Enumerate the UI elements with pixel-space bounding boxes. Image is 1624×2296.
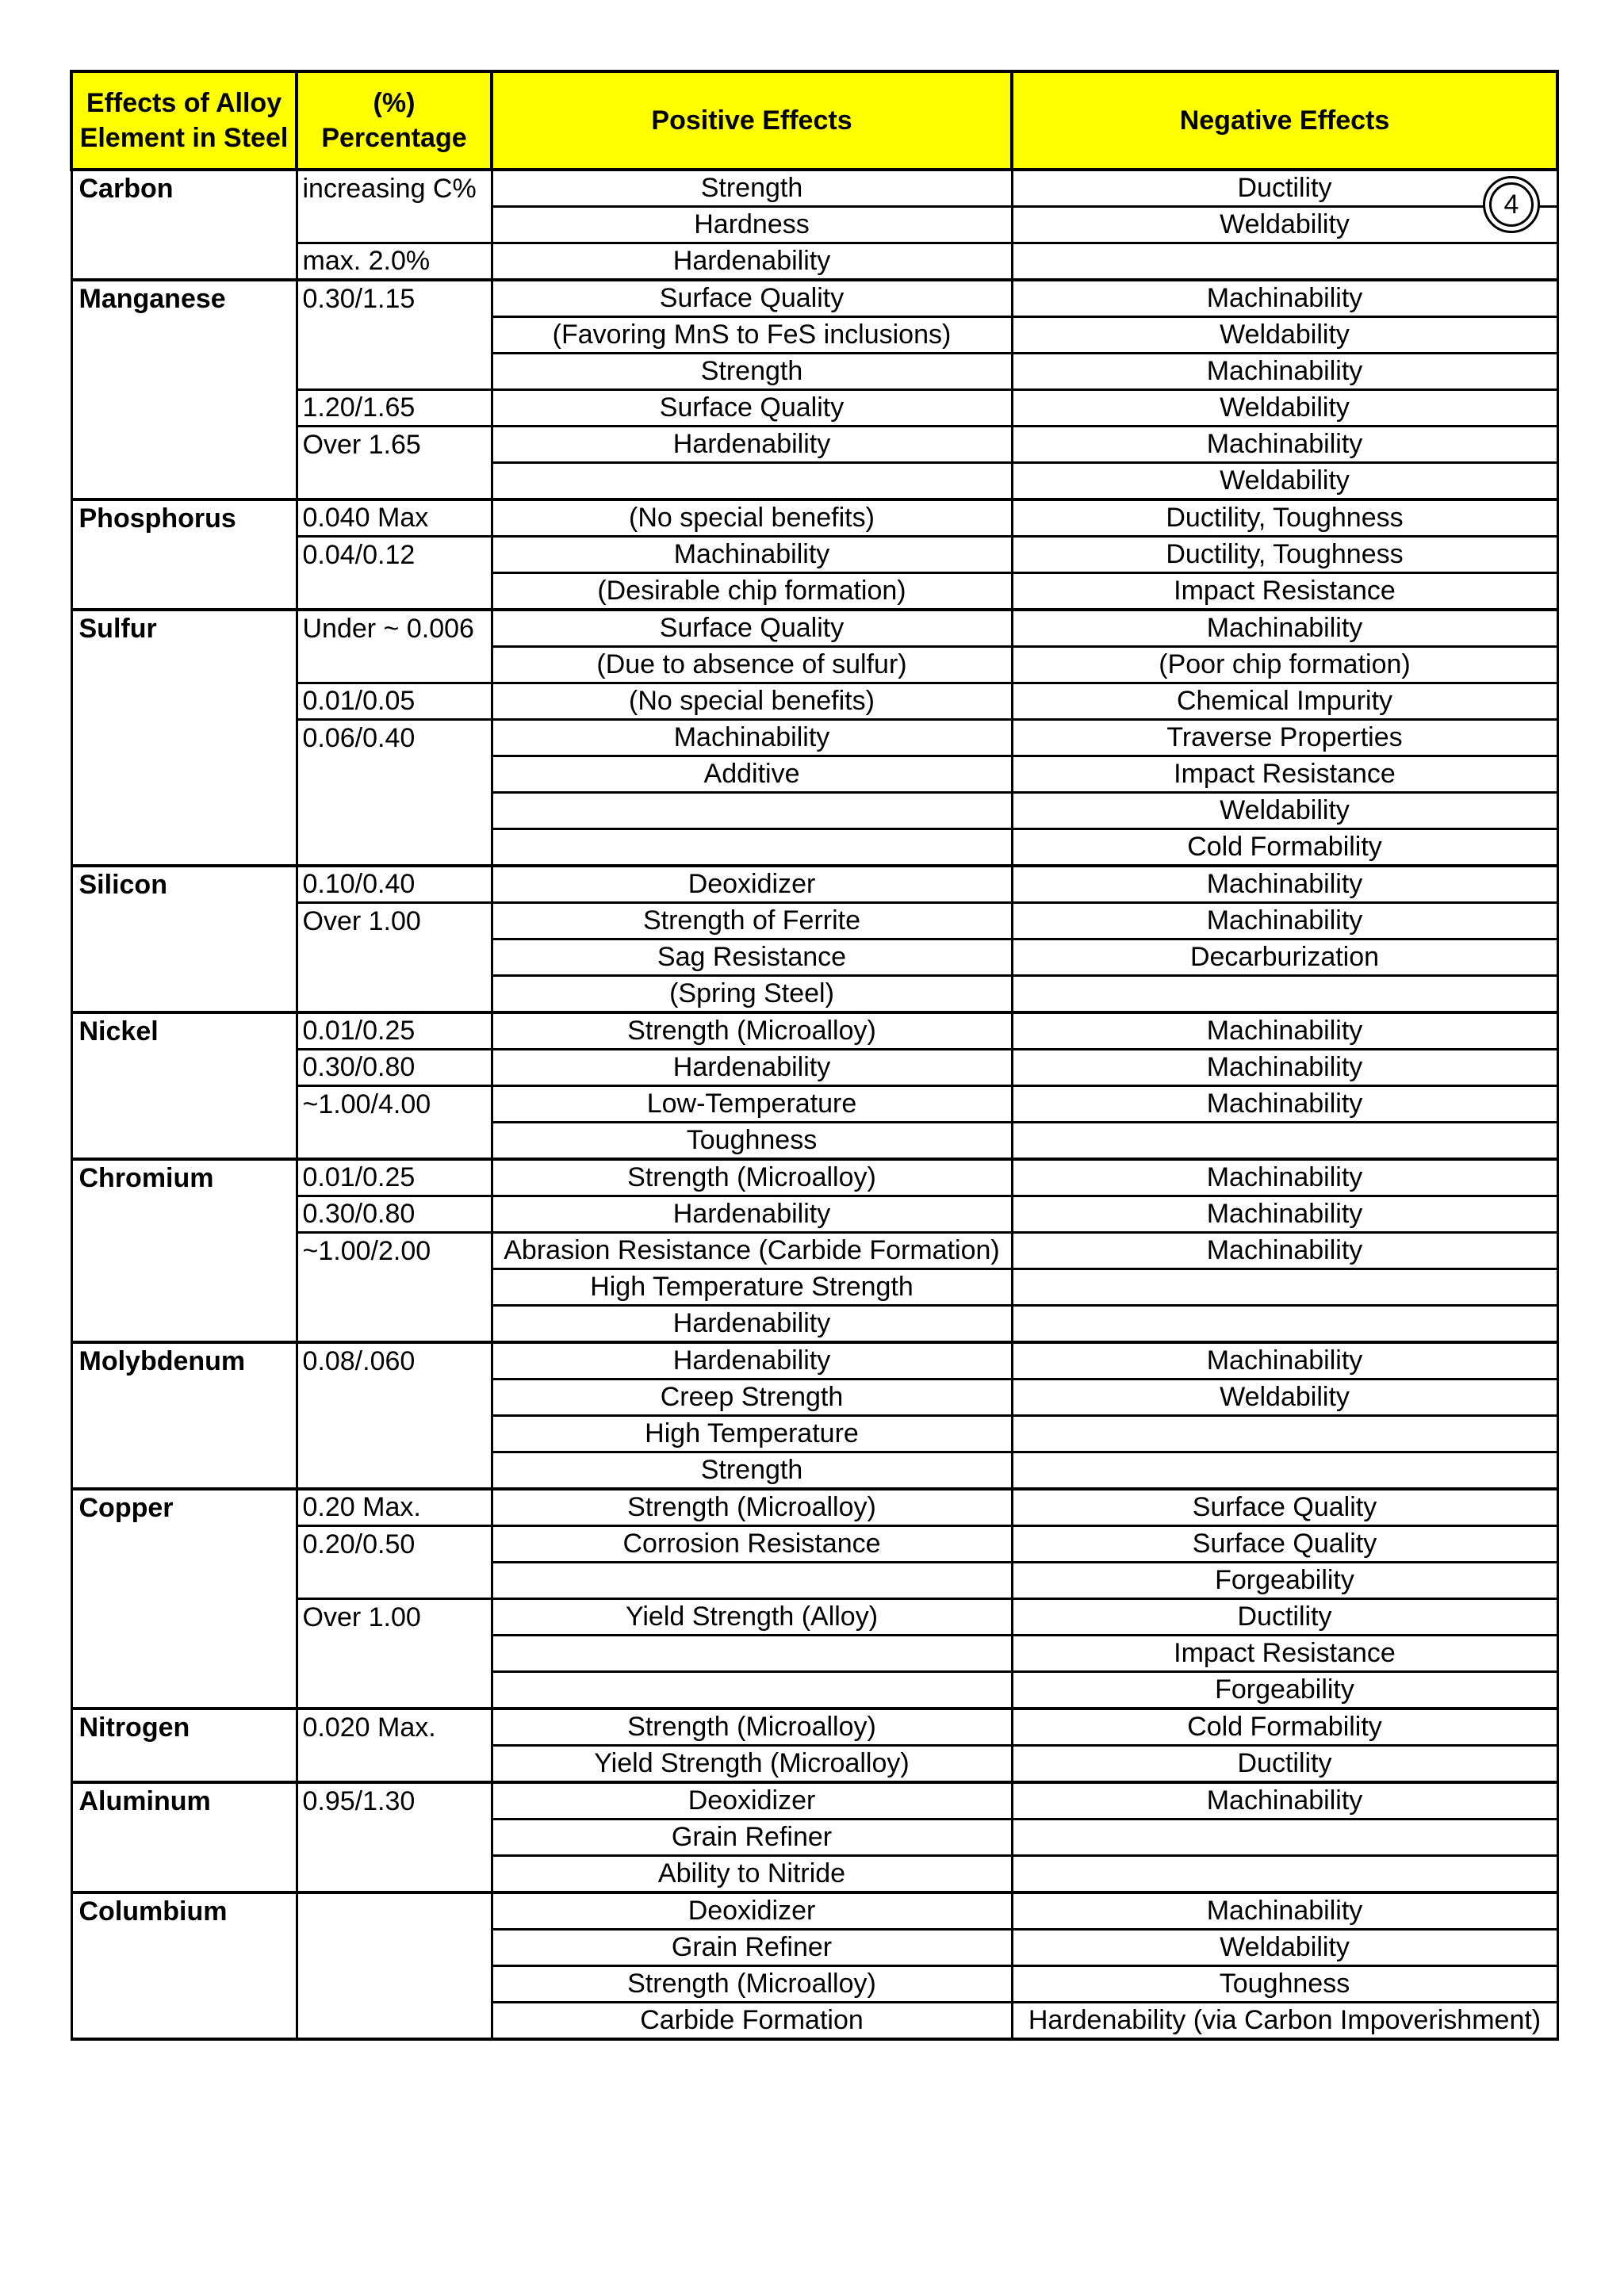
positive-effect-cell: Hardness [492, 207, 1012, 243]
table-row [71, 1050, 1557, 1086]
element-name-cell: Manganese [71, 280, 297, 317]
percentage-cell: 1.20/1.65 [297, 390, 492, 427]
positive-effect-cell: (No special benefits) [492, 499, 1012, 537]
element-name-cell [71, 1526, 297, 1563]
table-row [71, 499, 1557, 537]
negative-effect-cell: Weldability [1012, 317, 1557, 354]
positive-effect-cell: (No special benefits) [492, 683, 1012, 720]
table-row [71, 207, 1557, 243]
negative-effect-cell: Machinability [1012, 1782, 1557, 1820]
table-row [71, 1892, 1557, 1930]
positive-effect-cell [492, 793, 1012, 829]
element-name-cell [71, 903, 297, 939]
table-row [71, 1416, 1557, 1452]
table-row [71, 354, 1557, 390]
negative-effect-cell: Machinability [1012, 1050, 1557, 1086]
negative-effect-cell: Impact Resistance [1012, 1636, 1557, 1672]
percentage-cell [297, 1820, 492, 1856]
element-name-cell [71, 1672, 297, 1709]
table-row [71, 427, 1557, 463]
table-row [71, 939, 1557, 976]
negative-effect-cell: Machinability [1012, 1159, 1557, 1196]
negative-effect-cell: Weldability [1012, 390, 1557, 427]
negative-effect-cell: Surface Quality [1012, 1489, 1557, 1526]
negative-effect-cell: Machinability [1012, 866, 1557, 903]
element-name-cell [71, 243, 297, 281]
percentage-cell: 0.040 Max [297, 499, 492, 537]
element-name-cell [71, 1930, 297, 1966]
negative-effect-cell: Ductility [1012, 170, 1557, 207]
negative-effect-cell: Weldability [1012, 1930, 1557, 1966]
percentage-cell: 0.01/0.05 [297, 683, 492, 720]
table-row [71, 1489, 1557, 1526]
header-positive-effects: Positive Effects [492, 71, 1012, 170]
positive-effect-cell: Yield Strength (Microalloy) [492, 1746, 1012, 1783]
table-row [71, 829, 1557, 867]
positive-effect-cell: Machinability [492, 537, 1012, 573]
positive-effect-cell [492, 1636, 1012, 1672]
negative-effect-cell [1012, 1269, 1557, 1306]
positive-effect-cell [492, 1672, 1012, 1709]
element-name-cell [71, 976, 297, 1013]
table-row [71, 647, 1557, 683]
element-name-cell: Aluminum [71, 1782, 297, 1820]
table-row [71, 573, 1557, 610]
table-row [71, 1856, 1557, 1893]
percentage-cell: ~1.00/4.00 [297, 1086, 492, 1123]
percentage-cell [297, 1930, 492, 1966]
positive-effect-cell: Grain Refiner [492, 1930, 1012, 1966]
table-row [71, 1306, 1557, 1343]
negative-effect-cell: Chemical Impurity [1012, 683, 1557, 720]
element-name-cell [71, 1746, 297, 1783]
positive-effect-cell: High Temperature [492, 1416, 1012, 1452]
percentage-cell: 0.08/.060 [297, 1342, 492, 1380]
percentage-cell [297, 1746, 492, 1783]
element-name-cell: Molybdenum [71, 1342, 297, 1380]
positive-effect-cell [492, 463, 1012, 500]
negative-effect-cell: Machinability [1012, 1196, 1557, 1233]
element-name-cell [71, 1416, 297, 1452]
element-name-cell [71, 1233, 297, 1269]
percentage-cell: 0.04/0.12 [297, 537, 492, 573]
positive-effect-cell: Carbide Formation [492, 2003, 1012, 2040]
element-name-cell [71, 1599, 297, 1636]
element-name-cell [71, 1380, 297, 1416]
percentage-cell: Under ~ 0.006 [297, 610, 492, 647]
negative-effect-cell: Decarburization [1012, 939, 1557, 976]
percentage-cell [297, 463, 492, 500]
percentage-cell [297, 1452, 492, 1490]
negative-effect-cell [1012, 1416, 1557, 1452]
header-element: Effects of Alloy Element in Steel [71, 71, 297, 170]
negative-effect-cell [1012, 1856, 1557, 1893]
element-name-cell [71, 463, 297, 500]
negative-effect-cell: Ductility [1012, 1599, 1557, 1636]
element-name-cell [71, 1452, 297, 1490]
page-number: 4 [1489, 182, 1534, 227]
table-row [71, 756, 1557, 793]
element-name-cell [71, 390, 297, 427]
negative-effect-cell: Machinability [1012, 280, 1557, 317]
positive-effect-cell: Toughness [492, 1123, 1012, 1160]
negative-effect-cell: Impact Resistance [1012, 573, 1557, 610]
negative-effect-cell: Machinability [1012, 354, 1557, 390]
percentage-cell: 0.01/0.25 [297, 1159, 492, 1196]
positive-effect-cell: Strength [492, 354, 1012, 390]
positive-effect-cell: Machinability [492, 720, 1012, 756]
positive-effect-cell: Surface Quality [492, 610, 1012, 647]
table-row [71, 537, 1557, 573]
element-name-cell [71, 829, 297, 867]
negative-effect-cell: (Poor chip formation) [1012, 647, 1557, 683]
element-name-cell: Copper [71, 1489, 297, 1526]
negative-effect-cell: Surface Quality [1012, 1526, 1557, 1563]
positive-effect-cell: Deoxidizer [492, 1782, 1012, 1820]
negative-effect-cell [1012, 976, 1557, 1013]
element-name-cell: Chromium [71, 1159, 297, 1196]
table-row [71, 1452, 1557, 1490]
percentage-cell: 0.30/0.80 [297, 1196, 492, 1233]
table-row [71, 1820, 1557, 1856]
percentage-cell [297, 1892, 492, 1930]
element-name-cell [71, 573, 297, 610]
negative-effect-cell [1012, 1123, 1557, 1160]
element-name-cell: Phosphorus [71, 499, 297, 537]
percentage-cell: 0.10/0.40 [297, 866, 492, 903]
percentage-cell: Over 1.65 [297, 427, 492, 463]
element-name-cell [71, 1966, 297, 2003]
positive-effect-cell: Strength [492, 170, 1012, 207]
negative-effect-cell [1012, 1820, 1557, 1856]
negative-effect-cell: Ductility, Toughness [1012, 499, 1557, 537]
table-row [71, 1930, 1557, 1966]
table-row [71, 463, 1557, 500]
table-row [71, 866, 1557, 903]
negative-effect-cell: Forgeability [1012, 1563, 1557, 1599]
negative-effect-cell [1012, 1306, 1557, 1343]
negative-effect-cell: Machinability [1012, 1086, 1557, 1123]
element-name-cell [71, 537, 297, 573]
percentage-cell: 0.06/0.40 [297, 720, 492, 756]
percentage-cell: max. 2.0% [297, 243, 492, 281]
percentage-cell [297, 317, 492, 354]
element-name-cell [71, 1636, 297, 1672]
table-row [71, 1269, 1557, 1306]
percentage-cell [297, 756, 492, 793]
positive-effect-cell: (Due to absence of sulfur) [492, 647, 1012, 683]
element-name-cell [71, 683, 297, 720]
positive-effect-cell [492, 1563, 1012, 1599]
positive-effect-cell: (Desirable chip formation) [492, 573, 1012, 610]
positive-effect-cell: Strength [492, 1452, 1012, 1490]
negative-effect-cell: Weldability [1012, 463, 1557, 500]
percentage-cell: 0.30/0.80 [297, 1050, 492, 1086]
positive-effect-cell: Yield Strength (Alloy) [492, 1599, 1012, 1636]
table-row [71, 2003, 1557, 2040]
negative-effect-cell: Ductility [1012, 1746, 1557, 1783]
percentage-cell [297, 976, 492, 1013]
element-name-cell [71, 1563, 297, 1599]
table-row [71, 1599, 1557, 1636]
alloy-effects-table [70, 70, 1559, 2041]
positive-effect-cell: Creep Strength [492, 1380, 1012, 1416]
positive-effect-cell: Abrasion Resistance (Carbide Formation) [492, 1233, 1012, 1269]
table-row [71, 280, 1557, 317]
header-negative-effects: Negative Effects [1012, 71, 1557, 170]
table-row [71, 1012, 1557, 1050]
positive-effect-cell: Hardenability [492, 243, 1012, 281]
table-header [71, 71, 1557, 170]
percentage-cell [297, 1636, 492, 1672]
percentage-cell [297, 1416, 492, 1452]
table-row [71, 390, 1557, 427]
element-name-cell [71, 427, 297, 463]
negative-effect-cell: Machinability [1012, 1342, 1557, 1380]
positive-effect-cell: Deoxidizer [492, 1892, 1012, 1930]
negative-effect-cell: Weldability [1012, 1380, 1557, 1416]
positive-effect-cell: Low-Temperature [492, 1086, 1012, 1123]
negative-effect-cell [1012, 1452, 1557, 1490]
table-row [71, 1966, 1557, 2003]
percentage-cell: Over 1.00 [297, 1599, 492, 1636]
positive-effect-cell: Surface Quality [492, 280, 1012, 317]
positive-effect-cell: Hardenability [492, 1342, 1012, 1380]
percentage-cell [297, 1269, 492, 1306]
percentage-cell [297, 1672, 492, 1709]
table-row [71, 1636, 1557, 1672]
negative-effect-cell: Cold Formability [1012, 829, 1557, 867]
element-name-cell: Nitrogen [71, 1709, 297, 1746]
negative-effect-cell: Forgeability [1012, 1672, 1557, 1709]
percentage-cell: 0.95/1.30 [297, 1782, 492, 1820]
header-percentage: (%) Percentage [297, 71, 492, 170]
percentage-cell [297, 939, 492, 976]
positive-effect-cell: (Favoring MnS to FeS inclusions) [492, 317, 1012, 354]
negative-effect-cell [1012, 243, 1557, 281]
element-name-cell [71, 1086, 297, 1123]
page-number-badge [1483, 176, 1540, 233]
element-name-cell [71, 793, 297, 829]
percentage-cell [297, 1306, 492, 1343]
positive-effect-cell: Hardenability [492, 427, 1012, 463]
element-name-cell: Nickel [71, 1012, 297, 1050]
element-name-cell [71, 647, 297, 683]
table-row [71, 1380, 1557, 1416]
element-name-cell: Silicon [71, 866, 297, 903]
table-row [71, 1086, 1557, 1123]
percentage-cell [297, 1966, 492, 2003]
positive-effect-cell: Hardenability [492, 1306, 1012, 1343]
percentage-cell: Over 1.00 [297, 903, 492, 939]
percentage-cell [297, 829, 492, 867]
positive-effect-cell: Strength (Microalloy) [492, 1709, 1012, 1746]
element-name-cell [71, 1196, 297, 1233]
table-row [71, 1342, 1557, 1380]
positive-effect-cell: Strength (Microalloy) [492, 1489, 1012, 1526]
positive-effect-cell: Sag Resistance [492, 939, 1012, 976]
positive-effect-cell: Surface Quality [492, 390, 1012, 427]
percentage-cell: 0.30/1.15 [297, 280, 492, 317]
positive-effect-cell: (Spring Steel) [492, 976, 1012, 1013]
positive-effect-cell: Corrosion Resistance [492, 1526, 1012, 1563]
percentage-cell [297, 573, 492, 610]
positive-effect-cell: Deoxidizer [492, 866, 1012, 903]
element-name-cell [71, 317, 297, 354]
percentage-cell [297, 1856, 492, 1893]
negative-effect-cell: Machinability [1012, 610, 1557, 647]
element-name-cell [71, 1123, 297, 1160]
table-row [71, 683, 1557, 720]
element-name-cell [71, 1306, 297, 1343]
table-row [71, 1159, 1557, 1196]
percentage-cell [297, 207, 492, 243]
positive-effect-cell: Strength (Microalloy) [492, 1966, 1012, 2003]
percentage-cell [297, 2003, 492, 2040]
negative-effect-cell: Traverse Properties [1012, 720, 1557, 756]
element-name-cell [71, 720, 297, 756]
negative-effect-cell: Weldability [1012, 793, 1557, 829]
table-row [71, 1782, 1557, 1820]
table-row [71, 243, 1557, 281]
positive-effect-cell: Hardenability [492, 1050, 1012, 1086]
table-body [71, 170, 1557, 2039]
percentage-cell: ~1.00/2.00 [297, 1233, 492, 1269]
negative-effect-cell: Cold Formability [1012, 1709, 1557, 1746]
negative-effect-cell: Machinability [1012, 903, 1557, 939]
positive-effect-cell [492, 829, 1012, 867]
percentage-cell [297, 793, 492, 829]
element-name-cell [71, 1269, 297, 1306]
element-name-cell [71, 756, 297, 793]
negative-effect-cell: Machinability [1012, 1892, 1557, 1930]
table-row [71, 1526, 1557, 1563]
table-row [71, 170, 1557, 207]
percentage-cell: 0.01/0.25 [297, 1012, 492, 1050]
percentage-cell [297, 1123, 492, 1160]
table-row [71, 720, 1557, 756]
table-row [71, 1672, 1557, 1709]
element-name-cell [71, 354, 297, 390]
negative-effect-cell: Toughness [1012, 1966, 1557, 2003]
positive-effect-cell: Grain Refiner [492, 1820, 1012, 1856]
negative-effect-cell: Hardenability (via Carbon Impoverishment) [1012, 2003, 1557, 2040]
negative-effect-cell: Ductility, Toughness [1012, 537, 1557, 573]
element-name-cell [71, 1856, 297, 1893]
element-name-cell [71, 207, 297, 243]
percentage-cell [297, 647, 492, 683]
table-row [71, 610, 1557, 647]
element-name-cell [71, 2003, 297, 2040]
element-name-cell [71, 939, 297, 976]
positive-effect-cell: Ability to Nitride [492, 1856, 1012, 1893]
table-row [71, 1709, 1557, 1746]
percentage-cell: 0.20/0.50 [297, 1526, 492, 1563]
negative-effect-cell: Machinability [1012, 1012, 1557, 1050]
element-name-cell: Columbium [71, 1892, 297, 1930]
positive-effect-cell: Strength of Ferrite [492, 903, 1012, 939]
table-row [71, 976, 1557, 1013]
table-row [71, 1196, 1557, 1233]
table-row [71, 1563, 1557, 1599]
element-name-cell: Sulfur [71, 610, 297, 647]
table-row [71, 1123, 1557, 1160]
negative-effect-cell: Weldability [1012, 207, 1557, 243]
percentage-cell [297, 354, 492, 390]
percentage-cell [297, 1563, 492, 1599]
table-row [71, 903, 1557, 939]
negative-effect-cell: Machinability [1012, 1233, 1557, 1269]
positive-effect-cell: High Temperature Strength [492, 1269, 1012, 1306]
percentage-cell: 0.020 Max. [297, 1709, 492, 1746]
table-row [71, 793, 1557, 829]
positive-effect-cell: Additive [492, 756, 1012, 793]
table-row [71, 317, 1557, 354]
positive-effect-cell: Hardenability [492, 1196, 1012, 1233]
element-name-cell [71, 1820, 297, 1856]
percentage-cell [297, 1380, 492, 1416]
element-name-cell [71, 1050, 297, 1086]
negative-effect-cell: Impact Resistance [1012, 756, 1557, 793]
element-name-cell: Carbon [71, 170, 297, 207]
negative-effect-cell: Machinability [1012, 427, 1557, 463]
percentage-cell: increasing C% [297, 170, 492, 207]
positive-effect-cell: Strength (Microalloy) [492, 1012, 1012, 1050]
positive-effect-cell: Strength (Microalloy) [492, 1159, 1012, 1196]
table-row [71, 1233, 1557, 1269]
percentage-cell: 0.20 Max. [297, 1489, 492, 1526]
table-row [71, 1746, 1557, 1783]
